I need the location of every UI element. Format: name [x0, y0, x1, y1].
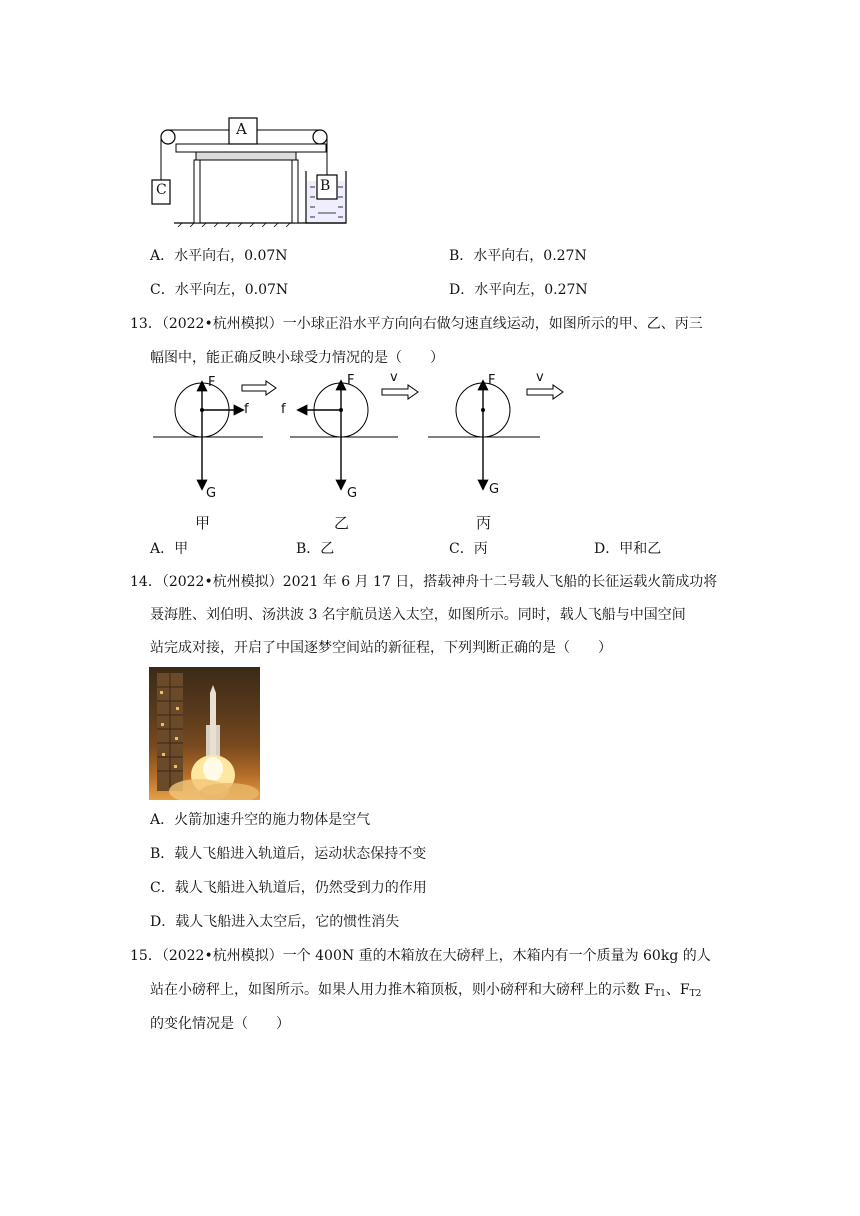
q14-option-a[interactable]: A．火箭加速升空的施力物体是空气 [150, 812, 371, 828]
bing-force-g: G [489, 482, 500, 497]
bing-caption: 丙 [476, 514, 492, 532]
q13-figure-bing [425, 372, 600, 500]
q12-option-b[interactable]: B．水平向右，0.27N [449, 248, 587, 264]
q12-option-c[interactable]: C．水平向左，0.07N [150, 282, 289, 298]
q15-stem-line2-text: 站在小磅秤上，如图所示。如果人用力推木箱顶板，则小磅秤和大磅秤上的示数 F [150, 982, 655, 998]
q13-figure-jia [150, 380, 280, 500]
q14-stem-line1: 14．（2022•杭州模拟）2021 年 6 月 17 日，搭载神舟十二号载人飞船的长征运载火箭成功将 [130, 574, 718, 590]
jia-caption: 甲 [195, 514, 211, 532]
yi-force-g: G [347, 486, 358, 501]
q13-option-a[interactable]: A．甲 [150, 541, 189, 557]
q13-option-c[interactable]: C．丙 [449, 541, 488, 557]
block-c-label: C [156, 182, 167, 198]
q14-option-d[interactable]: D．载人飞船进入太空后，它的惯性消失 [150, 914, 400, 930]
q13-option-b[interactable]: B．乙 [296, 541, 335, 557]
yi-velocity-v: v [390, 370, 398, 385]
q12-option-a[interactable]: A．水平向右，0.07N [150, 248, 288, 264]
block-a-label: A [236, 120, 247, 138]
yi-force-f-up: F [347, 373, 355, 388]
rocket-launch-photo [149, 667, 260, 800]
q13-option-d[interactable]: D．甲和乙 [594, 541, 662, 557]
yi-caption: 乙 [334, 514, 350, 532]
q14-option-b[interactable]: B．载人飞船进入轨道后，运动状态保持不变 [150, 846, 427, 862]
q14-stem-line3: 站完成对接，开启了中国逐梦空间站的新征程，下列判断正确的是（ ） [150, 640, 612, 656]
yi-friction-f: f [281, 402, 286, 417]
q13-figure-yi [278, 372, 428, 500]
q12-option-d[interactable]: D．水平向左，0.27N [449, 282, 588, 298]
q13-stem-line1: 13．（2022•杭州模拟）一小球正沿水平方向向右做匀速直线运动，如图所示的甲、乙、丙三 [130, 316, 703, 332]
bing-velocity-v: v [536, 370, 544, 385]
q15-subscript-t1: T1 [654, 989, 666, 999]
q14-option-c[interactable]: C．载人飞船进入轨道后，仍然受到力的作用 [150, 880, 427, 896]
q13-stem-line2: 幅图中，能正确反映小球受力情况的是（ ） [150, 350, 444, 366]
q15-stem-line2 [150, 980, 701, 1004]
q15-stem-line3: 的变化情况是（ ） [150, 1016, 290, 1032]
q15-subscript-t2: T2 [689, 989, 702, 999]
q15-separator: 、F [665, 982, 690, 998]
jia-friction-f: f [244, 402, 249, 417]
jia-force-g: G [206, 486, 217, 501]
q15-stem-line1: 15．（2022•杭州模拟）一个 400N 重的木箱放在大磅秤上，木箱内有一个质量为 60kg 的人 [130, 948, 711, 964]
jia-force-f-up: F [208, 375, 216, 390]
bing-force-f-up: F [488, 373, 496, 388]
q12-apparatus-figure [150, 115, 350, 227]
q14-stem-line2: 聂海胜、刘伯明、汤洪波 3 名宇航员送入太空，如图所示。同时，载人飞船与中国空间 [150, 607, 686, 623]
block-b-label: B [320, 178, 331, 194]
